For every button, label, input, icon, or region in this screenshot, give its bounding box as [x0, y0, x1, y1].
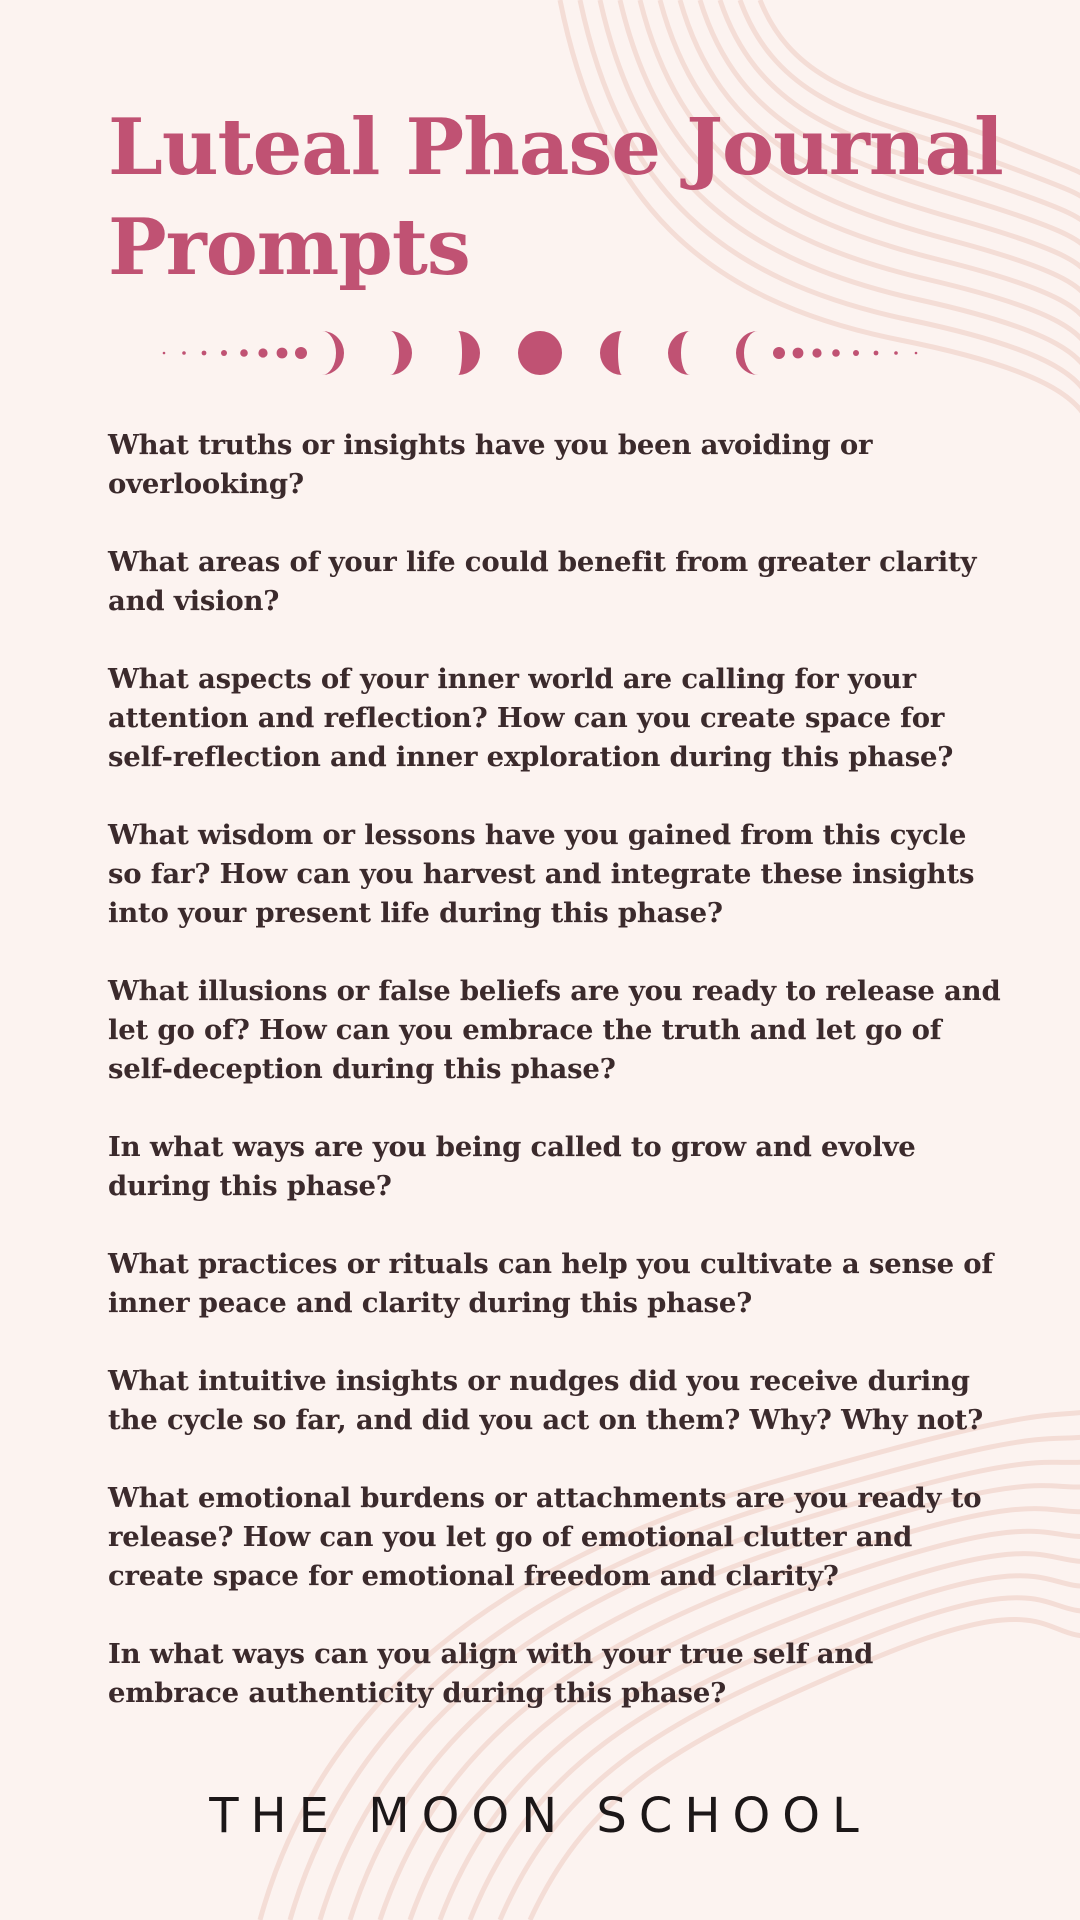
prompt-list	[108, 426, 1008, 1752]
waxing-gibbous-icon	[458, 331, 480, 375]
dot-icon	[182, 351, 186, 355]
dot-icon	[221, 350, 227, 356]
dot-icon	[277, 348, 288, 359]
prompt-item: What areas of your life could benefit from greater clarity and vision?	[108, 546, 977, 617]
prompt-item: What emotional burdens or attachments are you ready to release? How can you let go of emotional clutter and create space for emotional freedom and clarity?	[108, 1482, 982, 1592]
prompt-item: What wisdom or lessons have you gained from this cycle so far? How can you harvest and integrate these insights into your present life during this phase?	[108, 819, 975, 929]
prompt-item: What illusions or false beliefs are you ready to release and let go of? How can you embrace the truth and let go of self-deception during this phase?	[108, 975, 1001, 1085]
prompt-item: What practices or rituals can help you cultivate a sense of inner peace and clarity during this phase?	[108, 1248, 994, 1319]
prompt-item: What aspects of your inner world are calling for your attention and reflection? How can you create space for self-reflection and inner exploration during this phase?	[108, 663, 954, 773]
page-title: Luteal Phase Journal Prompts	[108, 102, 1003, 293]
dot-icon	[793, 348, 804, 359]
dot-icon	[894, 351, 898, 355]
prompt-item: What truths or insights have you been avoiding or overlooking?	[108, 429, 873, 500]
dot-icon	[853, 350, 859, 356]
full-moon-icon	[518, 331, 562, 375]
last-quarter-icon	[668, 331, 690, 375]
waning-gibbous-icon	[600, 331, 622, 375]
dot-icon	[202, 351, 207, 356]
prompt-item: In what ways are you being called to grow and evolve during this phase?	[108, 1131, 916, 1202]
dot-icon	[295, 347, 307, 359]
dot-icon	[773, 347, 785, 359]
dot-icon	[258, 348, 267, 357]
dot-icon	[915, 352, 918, 355]
moon-phase-divider	[150, 326, 930, 380]
brand-logo-text: THE MOON SCHOOL	[209, 1788, 871, 1844]
dot-icon	[240, 349, 248, 357]
dot-icon	[812, 348, 821, 357]
dot-icon	[163, 352, 166, 355]
first-quarter-icon	[390, 331, 412, 375]
dot-icon	[832, 349, 840, 357]
waning-crescent-icon	[736, 331, 758, 375]
dot-icon	[874, 351, 879, 356]
prompt-item: What intuitive insights or nudges did you receive during the cycle so far, and did you act on them? Why? Why not?	[108, 1365, 984, 1436]
waxing-crescent-icon	[322, 331, 344, 375]
prompt-item: In what ways can you align with your true self and embrace authenticity during this phase?	[108, 1638, 874, 1709]
